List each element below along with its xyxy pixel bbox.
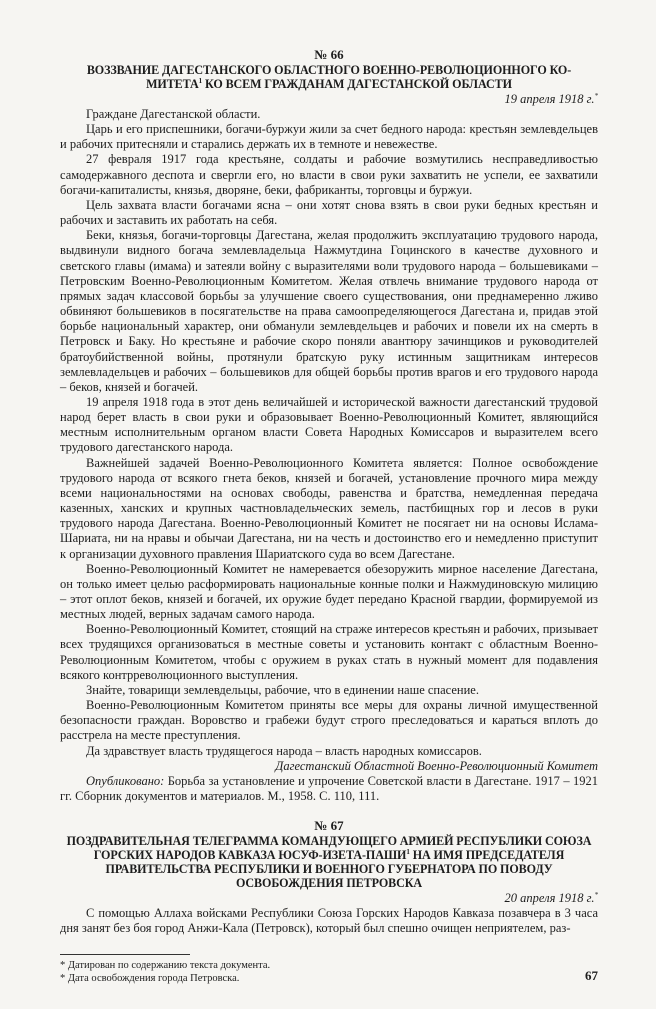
paragraph: Военно-Революционный Комитет, стоящий на страже интересов крестьян и рабочих, призывает всех трудящихся организоваться в местные советы и установить контакт с областным Военно-Революционным Комитетом, чтобы с оружием в руках стать в нужный момент для подавления всякого контрреволюционного выступления. — [60, 622, 598, 682]
signature-66: Дагестанский Областной Военно-Революционный Комитет — [275, 758, 598, 773]
document-date-66 — [60, 92, 598, 107]
paragraph: Да здравствует власть трудящегося народа – власть народных комиссаров. — [86, 743, 482, 758]
paragraph: 19 апреля 1918 года в этот день величайшей и исторической важности дагестанский трудовой народ берет власть в свои руки и образовывает Военно-Революционный Комитет, являющийся местным исполнительным органом власти Совета Народных Комиссаров и выразителем всего трудового дагестанского народа. — [60, 394, 598, 455]
published-source: Борьба за установление и упрочение Советской власти в Дагестане. 1917 – 1921 гг. Сборник документов и материалов. М., 1958. С. 110, 111. — [60, 773, 598, 803]
document-67-body — [60, 906, 598, 936]
date-67-text: 20 апреля 1918 г. — [504, 890, 595, 905]
title-66-part1: ВОЗЗВАНИЕ ДАГЕСТАНСКОГО ОБЛАСТНОГО ВОЕННО-РЕВОЛЮЦИОННОГО КО-МИТЕТА — [86, 63, 572, 91]
footnote-2: * Дата освобождения города Петровска. — [60, 973, 240, 985]
published-note-66 — [60, 774, 598, 804]
paragraph: Беки, князья, богачи-торговцы Дагестана, желая продолжить эксплуатацию трудового народа, выдвинули видного богача землевладельца Нажмутдина Гоцинского в качестве духовного и светского главы (имама) и затеяли войну с выразителями воли трудового народа – большевиками – Петровским Военно-Революционным Комитетом. Желая отвлечь внимание трудового народа от прямых задач классовой борьбы за улучшение своего существования, они преднамеренно лживо обвиняют большевиков в посягательстве на права самоопределяющегося Дагестана и, придав этой борьбе национальный характер, они обманули землевдельцев и рабочих и повели их на смерть в Петровск и Баку. Но крестьяне и рабочие скоро поняли авантюру зачинщиков и руководителей братоубийственной войны, протянули братскую руку истинным защитникам интересов землевладельцев и рабочих – большевиков для общей борьбы против врагов и его трудового народа – беков, князей и богачей. — [60, 228, 598, 394]
paragraph: Знайте, товарищи землевдельцы, рабочие, что в единении наше спасение. — [86, 682, 479, 697]
footnote-divider — [60, 954, 190, 955]
document-title-66 — [60, 63, 598, 91]
paragraph: Граждане Дагестанской области. — [86, 107, 261, 121]
footnote-1: * Датирован по содержанию текста документа. — [60, 960, 271, 972]
title-66-part2: КО ВСЕМ ГРАЖДАНАМ ДАГЕСТАНСКОЙ ОБЛАСТИ — [202, 77, 512, 91]
title-67-part1: ПОЗДРАВИТЕЛЬНАЯ ТЕЛЕГРАММА КОМАНДУЮЩЕГО АРМИЕЙ РЕСПУБЛИКИ СОЮЗА ГОРСКИХ НАРОДОВ КАВКАЗА ЮСУФ-ИЗЕТА-ПАШИ — [66, 833, 592, 862]
document-title-67 — [60, 834, 598, 890]
date-66-text: 19 апреля 1918 г. — [504, 92, 595, 106]
paragraph: Важнейшей задачей Военно-Революционного Комитета является: Полное освобождение трудового народа от всякого гнета беков, князей и богачей, установление прочного мира между всеми национальностями на основах свободы, равенства и братства, немедленная передача казенных, ханских и крупных частновладельческих земель, пастбищных гор и лесов в руки трудового народа Дагестана. Военно-Революционный Комитет не посягает ни на основы Ислама-Шариата, ни на нравы и обычаи Дагестана, ни на честь и достоинство его и немедленно приступит к организации духовного правления Шариатского суда во всем Дагестане. — [60, 455, 598, 561]
paragraph: Военно-Революционный Комитет не намеревается обезоружить мирное население Дагестана, он только имеет целью расформировать национальные конные полки и Нажмудиновскую милицию – этот оплот беков, князей и богачей, их оружие будет передано Красной гвардии, формируемой из местных людей, верных задачам самого народа. — [60, 561, 598, 622]
title-67-footnote-mark: 1 — [406, 847, 410, 856]
paragraph: 27 февраля 1917 года крестьяне, солдаты и рабочие возмутились несправедливостью самодержавного деспота и свергли его, но власти в свои руки захватить не успели, ее захватили богачи-капиталисты, князья, дворяне, беки, фабриканты, торговцы и буржуи. — [60, 152, 598, 197]
page-number: 67 — [585, 968, 598, 983]
document-66-body — [60, 107, 598, 759]
paragraph: С помощью Аллаха войсками Республики Союза Горских Народов Кавказа позавчера в 3 часа дня занят без боя город Анжи-Кала (Петровск), который был спешно очищен неприятелем, раз- — [60, 905, 598, 935]
title-66-footnote-mark: 1 — [198, 76, 203, 85]
title-67-part2: НА ИМЯ ПРЕДСЕДАТЕЛЯ ПРАВИТЕЛЬСТВА РЕСПУБЛИКИ И ВОЕННОГО ГУБЕРНАТОРА ПО ПОВОДУ ОСВОБОЖДЕНИЯ ПЕТРОВСКА — [105, 847, 565, 890]
published-label: Опубликовано: — [86, 773, 165, 788]
paragraph: Царь и его приспешники, богачи-буржуи жили за счет бедного народа: крестьян землевдельцев и рабочих притесняли и старались держать их в темноте и невежестве. — [60, 122, 598, 152]
paragraph: Цель захвата власти богачами ясна – они хотят снова взять в свои руки бедных крестьян и рабочих и заставить их работать на себя. — [60, 197, 598, 228]
document-number-66: № 66 — [314, 47, 344, 62]
paragraph: Военно-Революционным Комитетом приняты все меры для охраны личной имущественной безопасности граждан. Воровство и грабежи будут строго преследоваться и караться вплоть до расстрела на месте преступления. — [60, 698, 598, 743]
document-number-67: № 67 — [314, 817, 344, 833]
date-67-mark: * — [594, 890, 598, 899]
document-date-67 — [60, 891, 598, 906]
date-66-mark: * — [594, 91, 598, 100]
